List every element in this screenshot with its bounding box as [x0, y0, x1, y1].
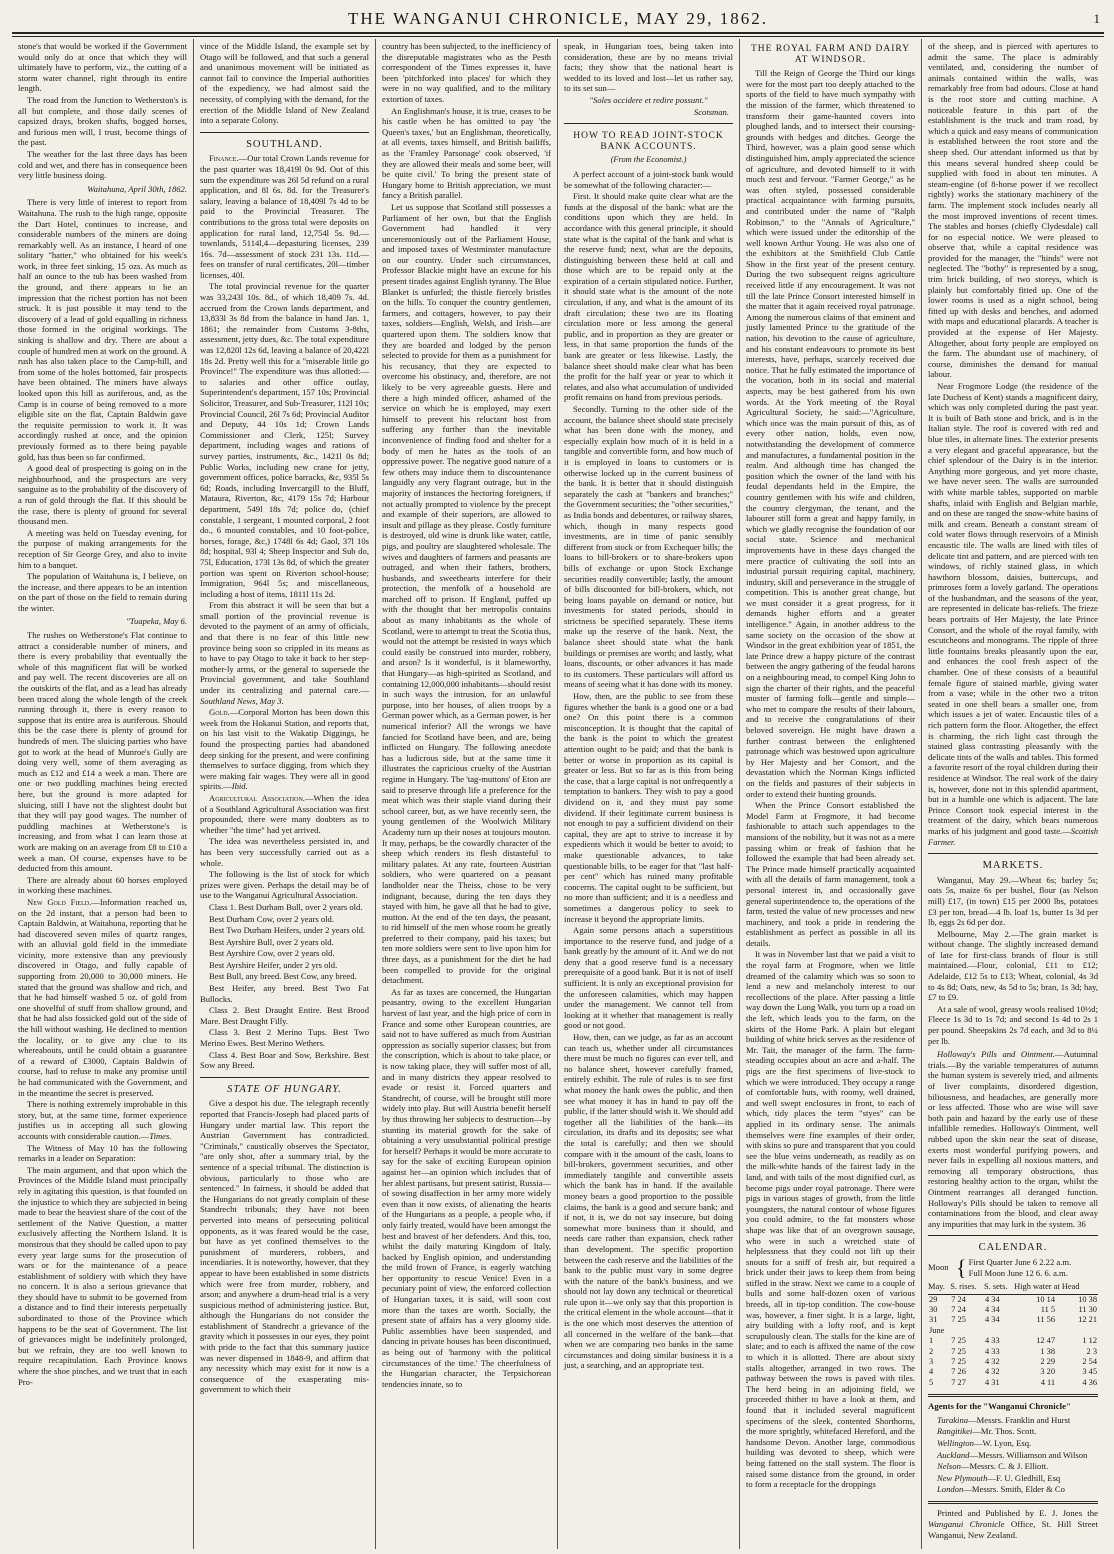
table-header: S. rises. [950, 1282, 984, 1294]
table-cell: 2 3 [1086, 1346, 1097, 1356]
table-cell: 4 34 [984, 1315, 1000, 1325]
masthead-title: THE WANGANUI CHRONICLE, MAY 29, 1862. [348, 9, 768, 28]
paragraph: The rushes on Wetherstone's Flat continue to attract a considerable number of miners, and there is every probability that eventually the whole of this magnificent flat will be worked and pay well. The recent discoveries are all on the outskirts of the flat, and as a lead has already been traced along the whole length of the creek running through it, there is every reason to suppose that its entire area is auriferous. Should this be the case there is plenty of ground for hundreds of men. The sluicing parties who have got to work at the head of Munroe's Gully are doing very well, some of them averaging as much as £12 and £14 a week a man. There are one or two puddling machines being erected here, but the ground is more adapted for sluicing, still I have not the slightest doubt but that they will pay good wages. The number of puddling machines at Wetherstone's is increasing, and from what I can learn those at work are making on an average from £8 to £10 a week a man. Of course, expenses have to be deducted from this amount. [18, 630, 187, 874]
table-cell: 3 20 [1040, 1367, 1056, 1377]
market-report: Wanganui, May 29.—Wheat 6s; barley 5s; oats 5s, maize 6s per bushel, flour (as Nelson mill) £17, (in town) £15 per 2000 lbs, potatoes £3 per ton, bread—4 lb. loaf 1s, butter 1s 3d per lb, eggs 2s 6d per doz. [928, 874, 1098, 928]
table-row [928, 1294, 1098, 1305]
agent-place: Rangitikei [937, 1426, 973, 1437]
agent-item [928, 1473, 1098, 1484]
paragraph: When the idea of a Southland Agricultural Association was first propounded, there were many doubters as to whether "the time" had yet arrived. [200, 792, 369, 835]
table-cell: 11 5 [1040, 1304, 1056, 1314]
table-cell: 4 33 [984, 1346, 1000, 1356]
agent-place: Turakina [937, 1414, 969, 1425]
list-item: Best Bull, any breed. Best Cow, any breed. [209, 971, 357, 982]
paragraph: The Witness of May 10 has the following remarks in a leader on Separation: [18, 1142, 187, 1164]
agent-names: —Messrs. Franklin and Hurst [968, 1414, 1071, 1425]
paragraph: An Englishman's house, it is true, ceases to be his castle when he has omitted to pay 'the Queen's taxes,' but an Englishman, theoretically, at all events, taxes himself, and British bailiffs, as the 'Framley Parsonage' cook observed, 'if they are allowed their meals and some beer, will be quite civil.' To bring the present state of Hungary home to British appreciation, we must fancy a British parallel. [382, 105, 551, 201]
signature: Scotsman. [693, 106, 729, 117]
list-item: Class 1. Best Durham Bull, over 2 years old. [209, 901, 363, 912]
column-4 [558, 39, 740, 1549]
signature: Southland News, May 3. [200, 695, 284, 706]
table-row [928, 1305, 1098, 1315]
agent-item [928, 1415, 1098, 1426]
paragraph: There is very little of interest to report from Waitahuna. The rush to the high range, opposite the Dart Hotel, continues to increase, and considerable numbers of the miners are doing remarkably well. As an instance, I heard of one solitary "hatter," who obtained for his week's work, in three feet sinking, 15 ozs. As much as half an ounce to the tub has been washed from the ground, and there appears to be an impression that the richest portion has not been struck. It is just possible it may tend to the discovery of a lead of gold equalling in richness those formed in the original workings. The sinking is shallow and dry. There are about a couple of hundred men at work on the ground. A rush has also taken place to the Camp-hill, and from some of the holes bottomed, fair prospects have been obtained. The miners have always looked upon this hill as auriferous, and, as the Camp is in course of being removed to a more eligible site on the flat, Captain Baldwin gave the requisite permission to work it. It was accordingly rushed at once, and the opinion previously formed as to there being payable gold, has thus been so far confirmed. [18, 197, 187, 462]
agent-names: —Messrs. Williamson and Wilson [969, 1449, 1088, 1460]
section-heading: MARKETS. [982, 860, 1044, 872]
paragraph: Information reached us, on the 2d instant, that a person had been to Captain Baldwin, at Waitahuna, reporting that he had discovered seven miles of quartz ranges, with an alluvial gold field in the immediate vicinity, more extensive than any previously discovered in Otago, and fully capable of supporting from 20,000 to 30,000 miners. He stated that the ground was shallow and rich, and that he had himself washed 5 oz. of gold from one shovelful of stuff from shallow ground, and that he had also fossicked gold out of the side of the hill without washing. He declined to mention the locality, or to give any clue to its whereabouts, until he could obtain a guarantee of a reward of £3000, Captain Baldwin of course, had to refuse to make any promise until he had communicated with the Government, and in the meantime the secret is preserved. [18, 896, 187, 1098]
agent-item [928, 1450, 1098, 1461]
brace: { [956, 1254, 967, 1280]
agent-item [928, 1426, 1098, 1437]
ad-number: 36 [1077, 1218, 1086, 1229]
table-cell: 4 31 [984, 1377, 1000, 1387]
table-cell: 4 [929, 1367, 934, 1377]
paragraph: How, then, can we judge, as far as an account can teach us, whether under all circumstances there must be much no figures can ever tell, and no balance sheet, however carefully framed, entirely exhibit. The rule of rules is to see first what money the bank owes the public, and then see what money it has in hand to pay off the public, if the latter should wish it. We should add together all the liabilities of the bank—its circulation, its drafts and its deposits; see what the total is carefully; and then we should compare with it the amount of the cash, loans to bill-brokers, government securities, and other immediately tangible and convertible assets which the bank has in hand. If the available money bears a good proportion to the possible claims, the bank is a good and secure bank; and if not, it is, we do not say insecure, but doing somewhat more business than it should, and needs care rather than expansion, check rather than development. The specific proportion between the cash reserve and the liabilities of the bank to the public must vary in some degree with the nature of the bank's business, and we should not lay down any technical or theoretical rule upon it—we only say that this proportion is the critical element in the whole account—that it is the one which most deserves the attention of all concerned in the welfare of the bank—that when we are comparing two banks in the same circumstances and doing similar business it is a just, a searching, and an appropriate test. [564, 1032, 733, 1371]
table-cell: 1 12 [1082, 1336, 1097, 1346]
table-row [928, 1367, 1098, 1377]
signature: Scottish Farmer. [928, 825, 1098, 847]
paragraph: A meeting was held on Tuesday evening, for the purpose of making arrangements for the reception of Sir George Grey, and also to invite him to a banquet. [18, 527, 187, 570]
paragraph: How, then, are the public to see from these figures whether the bank is a good one or a bad one? On this point there is a common misconception. It is thought that the capital of the bank is the point to which the greatest attention ought to be paid; and that the bank is better or worse in proportion as its capital is greater or less. But so far as is this from being the case, that a large capital is not unfrequently a temptation to bankers. They wish to pay a good dividend on it, and they must pay some dividend. If their legitimate current business is not enough to pay a sufficient dividend on their capital, they are apt to strive to increase it by expedients which it would be better to avoid; to make questionable advances, to take questionable bills, to be eager for that "last half-per cent" which has ruined many profitable concerns. The capital ought to be sufficient, but no more than sufficient; and it is a needless and sometimes a dangerous policy to seek to increase it beyond the appropriate limits. [564, 691, 733, 924]
agent-names: —W. Lyon, Esq. [973, 1437, 1032, 1448]
paragraph: The road from the Junction to Wetherston's is all but complete, and those daily scenes of capsized drays, broken shafts, bogged horses, and furious men will, I trust, become things of the past. [18, 94, 187, 148]
section-heading: HOW TO READ JOINT-STOCK BANK ACCOUNTS. [573, 131, 724, 152]
agent-place: New Plymouth [937, 1472, 988, 1483]
signature: Ibid. [231, 781, 248, 792]
table-cell: 7 27 [951, 1377, 966, 1387]
agents-heading: Agents for the "Wanganui Chronicle" [928, 1401, 1071, 1412]
agent-item [928, 1438, 1098, 1449]
run-in-heading: Holloway's Pills and Ointment. [937, 1049, 1056, 1060]
divider [928, 1394, 1098, 1397]
list-item: Best Ayrshire Cow, over 2 years old. [209, 948, 335, 959]
table-row [928, 1347, 1098, 1357]
signature: Times. [149, 1130, 172, 1141]
paragraph: First. It should make quite clear what are the funds at the disposal of the bank: what are the conditions upon which they are held. In accordance with this general principle, it should state what is the capital of the bank and what is the reserve fund; next, what are the deposits, distinguishing between these held at call and those which are to be repaid only at the expiration of a certain stipulated notice. Further, it should state what is the amount of the note circulation, if any, and what is the amount of its draft circulation; these two are its floating circulation more or less among the general public, and in proportion as they are greater or less, in that same proportion the funds of the bank are greater or less likewise. Lastly, the balance sheet should make clear what has been the profit for the half year or year to which it relates, and also what accumulation of undivided profit remains on hand from previous periods. [564, 191, 733, 403]
column-1: stone's that would be worked if the Government would only do at once that which they will ultimately have to perform, viz., the cutting of a storm water channel, right through its entire length. The road from the Junction to Wetherston's is all but complete, and those daily scenes of capsized drays, broken shafts, bogged horses, and furious men will, I trust, become things of the past. The weather for the last three days has been cold and wet, and there has in consequence been very little business doing. Waitahuna, April 30th, 1862. There is very little of interest to report from Waitahuna. The rush to the high range, opposite the Dart Hotel, continues to increase, and considerable numbers of the miners are doing remarkably well. As an instance, I heard of one solitary "hatter," who obtained for his week's work, in three feet sinking, 15 ozs. As much as half an ounce to the tub has been washed from the ground, and there appears to be an impression that the richest portion has not been struck. It is just possible it may tend to the discovery of a lead of gold equalling in richness those formed in the original workings. The sinking is shallow and dry. There are about a couple of hundred men at work on the ground. A rush has also taken place to the Camp-hill, and from some of the holes bottomed, fair prospects have been obtained. The miners have always looked upon this hill as auriferous, and, as the Camp is in course of being removed to a more eligible site on the flat, Captain Baldwin gave the requisite permission to work it. It was accordingly rushed at once, and the opinion previously formed as to there being payable gold, has thus been so far confirmed. A good deal of prospecting is going on in the neighbourhood, and the prospectors are very sanguine as to the probability of the discovery of a run of gold through the flat. If this should be the case, there is plenty of ground for several thousand men. A meeting was held on Tuesday evening, for the purpose of making arrangements for the reception of Sir George Grey, and also to invite him to a banquet. The population of Waitahuna is, I believe, on the increase, and there appears to be an intention on the part of those on the field to remain during the winter. "Tuapeka, May 6. The rushes on Wetherstone's Flat continue to attract a considerable number of miners, and there is every probability that eventually the whole of this magnificent flat will be worked and pay well. The recent discoveries are all on the outskirts of the flat, and as a lead has already been traced along the whole length of the creek running through it, there is every reason to suppose that its entire area is auriferous. Should this be the case there is plenty of ground for hundreds of men. The sluicing parties who have got to work at the head of Munroe's Gully are doing very well, some of them averaging as much as £12 and £14 a week a man. There are one or two puddling machines being erected here, but the ground is more adapted for sluicing, still I have not the slightest doubt but that they will pay good wages. The number of puddling machines at Wetherstone's is increasing, and from what I can learn those at work are making on an average from £8 to £10 a week a man. Of course, expenses have to be deducted from this amount. There are already about 60 horses employed in working these machines. New Gold Field.—Information reached us, on the 2d instant, that a person had been to Captain Baldwin, at Waitahuna, reporting that he had discovered seven miles of quartz ranges, with an alluvial gold field in the immediate vicinity, more extensive than any previously discovered in Otago, and fully capable of supporting from 20,000 to 30,000 miners. He stated that the ground was shallow and rich, and that he had himself washed 5 oz. of gold from one shovelful of stuff from shallow ground, and that he had also fossicked gold out of the side of the hill without washing. He declined to mention the locality, or to give any clue to its whereabouts, until he could obtain a guarantee of a reward of £3000, Captain Baldwin of course, had to refuse to make any promise until he had communicated with the Government, and in the meantime the secret is preserved. There is nothing extremely improbable in this story, but, at the same time, former experience justifies us in accepting all such glowing accounts with considerable caution.—Times. The Witness of May 10 has the following remarks in a leader on Separation: The main argument, and that upon which the Provinces of the Middle Island must principally rely in agitating this question, is that founded on the injustice to which they are subjected in being made to bear the heaviest share of the cost of the settlement of the Native Question, a matter exclusively affecting the Northern Island. It is monstrous that they should be called upon to pay every year large sums for the prosecution of wars or for the maintenance of a peace establishment of soldiery with which they have no concern. It is also a serious grievance that they should have to submit to be governed from a distance and to find their interests perpetually subordinated to those of the Province which happens to be the seat of Government. The list of grievances might be indefinitely prolonged, but we refrain, they are too well known to require recapitulation. Each Province knows where the shoe pinches, and we trust that in each Pro- [12, 39, 194, 1549]
table-cell: 11 56 [1036, 1315, 1056, 1325]
table-cell: 10 14 [1036, 1294, 1056, 1304]
list-item: Class 4. Best Boar and Sow, Berkshire. Best Sow any Breed. [200, 1049, 369, 1071]
paragraph: of the sheep, and is pierced with apertures to admit the same. The place is admirably ventilated, and, considering the number of animals contained within the walls, was remarkably free from bad odours. Close at hand is the root store and cutting machine. A noticeable feature in this part of the establishment is the truck and tram road, by which a quick and easy means of communication is established between the root store and the sheep shed. Our attendant informed us that by this means several hundred sheep could be supplied with food in about ten minutes. A steam-engine (of 8-horse power if we recollect rightly) works the stationary machinery of the farm. The implement stock includes nearly all the most improved inventions of recent times. The stables and horses (chiefly Clydesdale) call for no especial notice. We were pleased to observe that, while a capital residence was provided for the manager, the "hinds" were not neglected. The "bothy" is represented by a snug, trim brick building, of two storeys, which is plainly but comfortably fitted up. One of the lower rooms is used as a night school, being fitted up with desks and benches, and adorned with maps and educational placards. A teacher is provided at the expense of Her Majesty. Altogether, about forty people are employed on the farm. The abundant use of machinery, of course, diminishes the demand for manual labour. [928, 41, 1098, 380]
paragraph: From this abstract it will be seen that but a small portion of the provincial revenue is devoted to the payment of an army of officials, and that there is no fear of this little new province being soon so crippled in its means as to have to pay Otago to take it back to her step-mother-ly arms, or the general to supersede the Provincial government, and take Southland under its centralizing and paternal care. [200, 600, 369, 696]
table-cell: 12 21 [1078, 1315, 1097, 1325]
table-cell: 4 32 [984, 1367, 1000, 1377]
moon-phase: First Quarter June 6 2.22 a.m. [968, 1256, 1072, 1267]
column-3 [376, 39, 558, 1549]
run-in-heading: Finance. [209, 153, 239, 164]
paragraph: There are already about 60 horses employed in working these machines. [18, 874, 187, 896]
imprint-text: Printed and Published by E. J. Jones the [937, 1507, 1098, 1518]
paragraph: The following is the list of stock for which prizes were given. Perhaps the detail may be of use to the Wanganui Agricultural Association. [200, 869, 369, 901]
table-cell: 31 [929, 1315, 938, 1325]
advertisement: Autumnal trials.—By the variable temperatures of autumn the human system is severely tried, and ailments of liver complaints, disordered digestion, biliousness, and headaches, are generally more or less affected. Those who are wise will save both pain and hazard by the early use of these infallible remedies. Holloway's Ointment, well rubbed upon the skin near the seat of disease, exerts most wonderful purifying powers, and never fails in expelling all noxious matters, and removing all temporary obstructions, thus restoring healthy action to the organ, whilst the Ointment rearranges all deranged function. Holloway's Pills should be taken to remove all contaminations from the blood, and clear away any impurities that may lurk in the system. [928, 1049, 1098, 1229]
paragraph: Give a despot his due. The telegraph recently reported that Francis-Joseph had placed parts of Hungary under martial law. This report the Austrian Government has contradicted. "Criminals," caustically observes the Spectator, "are only shot, after a summary trial, by the sentence of a special tribunal. The distinction is obvious, particularly to those who are sentenced." In fairness, it should be added that the Hungarians do not greatly complain of these Standrecht tribunals; they have not been perverted into means of persecuting political opponents, as it was feared would be the case, but have as yet confined themselves to the punishment of murderers, robbers, and incendiaries. It is noteworthy, however, that they appear to have been established in some districts which were free from murder, robbery, and arson; and anywhere a drum-head trial is a very suspicious method of administering justice. But, although the Hungarians do not consider the establishment of Standrecht a grievance of the gravity which it possesses in our eyes, they point with pride to the fact that this summary justice was never dispensed in 1848-9, and affirm that any necessity which may exist for it now is a consequence of the exasperating mis-government to which their [200, 1098, 369, 1395]
list-item: Class 2. Best Draught Entire. Best Brood Mare. Best Draught Filly. [200, 1005, 369, 1026]
run-in-heading: Gold. [209, 707, 230, 718]
table-header: May. [928, 1282, 950, 1294]
masthead [12, 6, 1104, 34]
agent-item [928, 1484, 1098, 1495]
list-item: Best Two Durham Heifers, under 2 years old. [209, 925, 366, 936]
paragraph: vince of the Middle Island, the example set by Otago will be followed, and that such a general and unanimous movement will be initiated as cannot fail to convince the Imperial authorities of the expediency, we had almost said the necessity, of complying with the demand, for the erection of the Middle Island of New Zealand into a separate Colony. [200, 41, 369, 126]
table-cell: 7 25 [951, 1336, 966, 1346]
paragraph: As far as taxes are concerned, the Hungarian peasantry, owing to the excellent Hungarian harvest of last year, and the high price of corn in France and some other European countries, are said not to have suffered as much from Austrian oppression as socially superior classes; but from the conscription, which is about to take place, or is now taking place, they will suffer most of all, and in many districts they appear resolved to evade or resist it. Forced quarters and Standrecht, of course, will be brought still more widely into play. But will Austria benefit herself by thus throwing her subjects to destruction—by stunting its material growth for the sake of obtaining a very unsubstantial political prestige for herself? Perhaps it would be more accurate to say for the sake of exciting European opinion against her—an opinion which includes that of her ablest partisans, but present satirist, Russia—of sowing disaffection in her army more widely even than it now exists, of alienating the hearts of the Hungarians as a people, a people who, if only fairly treated, would have been amongst the best and bravest of her defenders. And this, too, whilst the daily maturing Kingdom of Italy, backed by English opinion, and understanding the mild frown of France, is eagerly watching her opportunity to rescue Venice! Even in a pecuniary point of view, the enforced collection of Hungarian taxes, it is said, will soon cost more than the taxes are worth. Socially, the present state of affairs has a very gloomy side. Public assemblies have been suspended, and dancing in private houses has been discontinued, as being out of 'harmony with the political circumstances of the time.' The cheerfulness of the Hungarian character, the Terpsichorean tendencies innate, so to [382, 986, 551, 1389]
paragraph: stone's that would be worked if the Government would only do at once that which they will ultimately have to perform, viz., the cutting of a storm water channel, right through its entire length. [18, 41, 187, 94]
section-heading: CALENDAR. [978, 1242, 1048, 1254]
paragraph: A good deal of prospecting is going on in the neighbourhood, and the prospectors are very sanguine as to the probability of the discovery of a run of gold through the flat. If this should be the case, there is plenty of ground for several thousand men. [18, 463, 187, 527]
table-cell: 29 [929, 1294, 938, 1304]
paragraph: It was in November last that we paid a visit to the royal farm at Frogmore, when we little dreamed of the calamity which was so soon to lend a new and melancholy interest to our recollections of the place. After passing a little way down the Long Walk, you turn up a road on the left, which leads you to the farm, on the skirts of the Home Park. A plain but elegant building of white brick serves as the residence of Mr. Tait, the manager of the farm. The farm-steading occupies about an acre and a-half. The pigs are the first specimens of live-stock to which we were introduced. They occupy a range of comfortable huts, with roomy, well drained, and well swept enclosures in front, to each of which, tidy places the term "styes" can be applied in its ordinary sense. The animals themselves were fine examples of their order, with skins so pure and transparent that you could see the blue veins underneath, as readily as on the milk-white hands of the fairest lady in the land, and with tails of the most dignified curl, as become pigs under royal patronage. There were pigs in various stages of growth, from the little youngsters, the natural contour of whose figures you could admire, to the fat monsters whose shape was like that of an overgrown sausage, who were in such a wretched state of helplessness that they could not lift up their snouts for a sniff of fresh air, but required a brick under their jaws to keep them from being stifled in the straw. Next we came to a couple of bulls and some half-dozen oxen of various breeds, all in tip-top condition. The cow-house was, however, a finer sight. It is a large, light, airy building with a lofty roof, and is kept scrupulously clean. The stalls for the kine are of slate; and to each is affixed the name of the cow to which it is allotted. There are about sixty stalls altogether, arranged in two rows. The pathway between the rows is paved with tiles. The herd being in an adjoining field, we proceeded thither to have a look at them, and found that it included several magnificent specimens of the sleek, contented Shorthorns, the more sprightly, whitefaced Hereford, and the handsome Devon. Another large, commodious building was devoted to sheep, which were being fattened on the stall system. The floor is raised some distance from the ground, in order to form a receptacle for the droppings [746, 949, 915, 1490]
paragraph: When the Prince Consort established the Model Farm at Frogmore, it had become fashionable to attach such appendages to the mansions of the nobility, but it was not as a mere passing whim or freak of fashion that he followed the example that had been already set. The Prince made himself practically acquainted with all the details of farm management, took a personal interest in, and occasionally gave general superintendence to, the operations of the farm, tested the value of new processes and new machinery, and took a pride in rendering the establishment as perfect as possible in all its details. [746, 800, 915, 948]
paragraph: Corporal Morton has been down this week from the Hokanui Station, and reports that, on his last visit to the Wakatip Diggings, he found the prospecting parties had abandoned deep sinking for the present, and were confining themselves to surface digging, from which they were making fair wages. They were all in good spirits. [200, 707, 369, 792]
table-cell [950, 1326, 984, 1336]
calendar-table [928, 1282, 1098, 1388]
agent-place: Nelson [937, 1461, 961, 1472]
section-subheading: (From the Economist.) [610, 155, 687, 165]
table-cell: 4 11 [1040, 1377, 1056, 1387]
table-cell: 11 30 [1078, 1304, 1097, 1314]
table-cell: 7 24 [951, 1304, 966, 1314]
table-cell: 2 29 [1040, 1356, 1056, 1366]
paragraph: Till the Reign of George the Third our kings were for the most part too deeply attached to the sports of the field to have much sympathy with the mission of the farmer, which threatened to transform their game-haunted covers into ploughed lands, and to intersect their coursing-grounds with hedges and ditches. George the Third, however, was a plain good sense which distinguished him, amply appreciated the science of agriculture, and devoted himself to it with much zest and fervour. "Farmer George," as he was often styled, possessed considerable practical acquaintance with farming pursuits, and contributed under the name of "Ralph Robinson," to the "Annals of Agriculture," which were issued under the editorship of the well known Arthur Young. He was also one of the exhibitors at the Smithfield Club Cattle Show in the first year of the present century. During the two subsequent reigns agriculture received little if any encouragement. It was not till the late Prince Consort interested himself in the matter that it again received royal patronage. Among the numerous claims of that eminent and justly lamented Prince to the gratitude of the nation, his devotion to the cause of agriculture, and his constant endeavours to promote its best interests, have, perhaps, scarcely received due notice. That he fully estimated the importance of the vocation, both in its social and material aspects, may be best gathered from his own words. At the York meeting of the Royal Agricultural Society, he said:—"Agriculture, which once was the main pursuit of this, as of every other nation, holds, even now, notwithstanding the development of commerce and manufactures, a fundamental position in the realm. And although time has changed the position which the owner of the land with his feudal dependants held in the Empire, the country gentlemen with his wife and children, the country clergyman, the tenant, and the labourer still form a great and happy family, in which we gladly recognise the foundation of our social state. Science and mechanical improvements have in these days changed the mere practice of cultivating the soil into an industrial pursuit requiring capital, machinery, industry, skill and perseverance in the struggle of competition. This is another great change, but we must consider it a great progress, for it demands higher efforts and a greater intelligence." Again, in another address to the same society on the occasion of the show at Windsor in the great exhibition year of 1851, the late Prince drew a happy picture of the contrast between the angry gathering of the feudal barons on a neighbouring mead, to compel King John to sign the charter of their rights, and the peaceful muster of farming folk—gentle and simple—who met to compare the results of their labours, and to receive the congratulations of their beloved sovereign. He might have drawn a further contrast between the enlightened patronage which was bestowed upon agriculture by Her Majesty and her Consort, and the devastation which the Norman Kings inflicted on the fields and pastures of their subjects in order to extend their hunting grounds. [746, 68, 915, 799]
paragraph: The idea was nevertheless persisted in, and has been very successfully carried out as a whole. [200, 836, 369, 868]
paragraph: country has been subjected, to the inefficiency of the disreputable magistrates who as the Pesth correspondent of the Times expresses it, have been 'pitchforked into places' for which they were in no way qualified, and to the military extortion of taxes. [382, 41, 551, 104]
table-cell [1014, 1326, 1056, 1336]
table-cell: 7 25 [951, 1356, 966, 1366]
calendar-body [928, 1294, 1098, 1388]
table-cell: 1 [929, 1336, 934, 1346]
table-cell: 4 32 [984, 1356, 1000, 1366]
imprint-paper: Wanganui Chronicle [928, 1518, 1005, 1529]
table-row [928, 1336, 1098, 1346]
list-item: Best Ayrshire Heifer, under 2 yrs old. [209, 959, 338, 970]
list-item: Best Durham Cow, over 2 years old. [209, 913, 334, 924]
agent-names: —Messrs. C. & J. Elliott. [960, 1461, 1049, 1472]
table-cell: 10 38 [1078, 1294, 1097, 1304]
table-cell [984, 1326, 1014, 1336]
paragraph: A perfect account of a joint-stock bank would be somewhat of the following character:— [564, 168, 733, 190]
table-cell [1056, 1326, 1098, 1336]
moon-phase: Full Moon June 12 6. 6. a.m. [968, 1267, 1068, 1278]
table-cell: 4 36 [1082, 1377, 1097, 1387]
table-cell: 7 26 [951, 1367, 966, 1377]
table-row [928, 1378, 1098, 1388]
divider [928, 1501, 1098, 1504]
column-2: vince of the Middle Island, the example set by Otago will be followed, and that such a general and unanimous movement will be initiated as cannot fail to convince the Imperial authorities of the expediency, we had almost said the necessity, of complying with the demand, for the erection of the Middle Island of New Zealand into a separate Colony. SOUTHLAND. Finance.—Our total Crown Lands revenue for the past quarter was 18,419l 0s 9d. Out of this sum the expenditure was 26l 5d refund on a rural application, and 8l 6s. 8d. for the Treasurer's salary, leaving a balance of 18,409l 7s 4d to be paid to the Provincial Treasurer. The contributions to the gross total were deposits on application for rural land, 12,754l 5s. 9d.—townlands, 5114l,4—depasturing licenses, 239 16s. 7d—assessment of stock 231 13s. 11d.—fees on transfer of rural certificates, 20l—timber licenses, 40l. The total provincial revenue for the quarter was 33,243l 10s. 8d., of which 18,409 7s. 4d. accrued from the Crown lands department, and 13,833l 3s 8d from the balance in hand Jan. 1, 1861; the remainder from Customs 3-8ths, assessment, jetty dues, &c. The total expenditure was 12,820l 12s 6d, leaving a balance of 20,422l 18s 2d. Pretty well this for a "miserable little go Province!" The expenditure was thus allotted:—to salaries and other office outlay, Superintendent's department, 157 10s; Provincial Solicitor, Treasurer, and Sub-Treasurer, 112l 10s; Provincial Council, 26l 7s 6d; Provincial Auditor and Deputy, 44 10s 1d; Crown Lands Commissioner and Clerk, 125l; Survey department, including wages and rations of survey parties, instruments, &c., 1421l 0s 8d; Public Works, including new crane for jetty, government offices, police barracks, &c, 935l 5s 6d; Roads, including Invercargill to the Bluff, Mataura, Riverton, &c, 4179 15s 7d; Harbour department, 549l 18s 7d; police do, (chief constable, 1 sergeant, 1 mounted corporal, 2 foot do., 6 mounted constables, and 10 foot-police, horses, forage, &c,) 1748l 6s 4d; Gaol, 37l 10s 8d; hospital, 93l 4; Sheep Inspector and Sub do, 75l, Education, 173l 13s 8d, of which the greater portion was spent on Riverton school-house; Immigration, 964l 5s; and miscellaneous, including a host of items, 1811l 11s 2d. From this abstract it will be seen that but a small portion of the provincial revenue is devoted to the payment of an army of officials, and that there is no fear of this little new province being soon so crippled in its means as to have to pay Otago to take it back to her step-mother-ly arms, or the general to supersede the Provincial government, and take Southland under its centralizing and paternal care.—Southland News, May 3. Gold.—Corporal Morton has been down this week from the Hokanui Station, and reports that, on his last visit to the Wakatip Diggings, he found the prospecting parties had abandoned deep sinking for the present, and were confining themselves to surface digging, from which they were making fair wages. They were all in good spirits.—Ibid. Agricultural Association.—When the idea of a Southland Agricultural Association was first propounded, there were many doubters as to whether "the time" had yet arrived. The idea was nevertheless persisted in, and has been very successfully carried out as a whole. The following is the list of stock for which prizes were given. Perhaps the detail may be of use to the Wanganui Agricultural Association. Class 1. Best Durham Bull, over 2 years old. Best Durham Cow, over 2 years old. Best Two Durham Heifers, under 2 years old. Best Ayrshire Bull, over 2 years old. Best Ayrshire Cow, over 2 years old. Best Ayrshire Heifer, under 2 yrs old. Best Bull, any breed. Best Cow, any breed. Best Heifer, any breed. Best Two Fat Bullocks. Class 2. Best Draught Entire. Best Brood Mare. Best Draught Filly. Class 3. Best 2 Merino Tups. Best Two Merino Ewes. Best Merino Wethers. Class 4. Best Boar and Sow, Berkshire. Best Sow any Breed. STATE OF HUNGARY. Give a despot his due. The telegraph recently reported that Francis-Joseph had placed parts of Hungary under martial law. This report the Austrian Government has contradicted. "Criminals," caustically observes the Spectator, "are only shot, after a summary trial, by the sentence of a special tribunal. The distinction is obvious, particularly to those who are sentenced." In fairness, it should be added that the Hungarians do not greatly complain of these Standrecht tribunals; they have not been perverted into means of persecuting political opponents, as it was feared would be the case, but have as yet confined themselves to the punishment of murderers, robbers, and incendiaries. It is noteworthy, however, that they appear to have been established in some districts which were free from murder, robbery, and arson; and anywhere a drum-head trial is a very suspicious method of administering justice. But, although the Hungarians do not consider the establishment of Standrecht a grievance of the gravity which it possesses in our eyes, they point with pride to the fact that this summary justice was never dispensed in 1848-9, and affirm that any necessity which may exist for it now is a consequence of the exasperating mis-government to which their [194, 39, 376, 1549]
agent-item [928, 1461, 1098, 1472]
column-6: of the sheep, and is pierced with apertures to admit the same. The place is admirably ventilated, and, considering the number of animals contained within the walls, was remarkably free from bad odours. Close at hand is the root store and cutting machine. A noticeable feature in this part of the establishment is the truck and tram road, by which a quick and easy means of communication is established between the root store and the sheep shed. Our attendant informed us that by this means several hundred sheep could be supplied with food in about ten minutes. A steam-engine (of 8-horse power if we recollect rightly) works the stationary machinery of the farm. The implement stock includes nearly all the most improved inventions of recent times. The stables and horses (chiefly Clydesdale) call for no especial notice. We were pleased to observe that, while a capital residence was provided for the manager, the "hinds" were not neglected. The "bothy" is represented by a snug, trim brick building, of two storeys, which is plainly but comfortably fitted up. One of the lower rooms is used as a night school, being fitted up with desks and benches, and adorned with maps and educational placards. A teacher is provided at the expense of Her Majesty. Altogether, about forty people are employed on the farm. The abundant use of machinery, of course, diminishes the demand for manual labour. Near Frogmore Lodge (the residence of the late Duchess of Kent) stands a magnificent dairy, which was only completed during the past year. It is built of Bath stone and brick, and is in the Italian style. The roof is covered with red and blue tiles, in alternate lines. The exterior presents a very elegant and graceful appearance, but the chief splendour of the Dairy is in the interior. Anything more gorgeous, and yet more chaste, we have never seen. The walls are surrounded with white marble tables, supported on marble shafts, inlaid with English and Belgian marble, and on these are ranged the snow-white basins of milk and cream. Beneath a constant stream of cold water flows through reservoirs of a Minish encaustic tile. The walls are lined with tiles of delicate tint and pattern, and are pierced with ten windows, of richly stained glass, in which hawthorn blossom, daisies, buttercups, and primroses form a lovely garland. The operations of the husbandman, and the seasons of the year, are represented in delicate bas-reliefs. The frieze bears portraits of Her Majesty, the late Prince Consort, and the whole of the royal family, with escutcheons and monograms. The ripple of three little fountains breaks pleasantly upon the ear, and enhances the cool fresh aspect of the chamber. One of these consists of a beautiful female figure of stained marble, giving water from a vase; while in the other two a triton seated in one shell bears a smaller one, from which issues a jet of water. Encaustic tiles of a rich pattern form the floor. Altogether, the effect is charming, the rich light cast through the stained glass contrasting pleasantly with the delicate tints of the walls and tables. This formed a favorite resort of the royal children during their residence at Windsor. The real work of the dairy is, however, done not in this splendid apartment, but in a humble one which is adjacent. The late Prince Consort took especial interest in the treatment of the dairy, which bears numerous marks of his judgment and good taste.—Scottish Farmer. MARKETS. Wanganui, May 29.—Wheat 6s; barley 5s; oats 5s, maize 6s per bushel, flour (as Nelson mill) £17, (in town) £15 per 2000 lbs, potatoes £3 per ton, bread—4 lb. loaf 1s, butter 1s 3d per lb, eggs 2s 6d per doz. Melbourne, May 2.—The grain market is without change. The slightly increased demand of late for first-class brands of flour is still maintained.—Flour, colonial, £11 to £12; Adelaide, £12 5s to £13; Wheat, colonial, 4s 3d to 4s 8d; Oats, new, 4s 5d to 5s; bran, 1s 3d; hay, £7 to £9. At a sale of wool, greasy wools realised 10½d; Fleece 1s 3d to 1s 7d; and second 1s 4d to 2s 1 per pound. Sheepskins 2s 7d each, and 3d to 8¼ per lb. Holloway's Pills and Ointment.—Autumnal trials.—By the variable temperatures of autumn the human system is severely tried, and ailments of liver complaints, disordered digestion, biliousness, and headaches, are generally more or less affected. Those who are wise will save both pain and hazard by the early use of these infallible remedies. Holloway's Ointment, well rubbed upon the skin near the seat of disease, exerts most wonderful purifying powers, and never fails in expelling all noxious matters, and removing all temporary obstructions, thus restoring healthy action to the organ, whilst the Ointment rearranges all deranged function. Holloway's Pills should be taken to remove all contaminations from the blood, and clear away any impurities that may lurk in the system. 36 CALENDAR. Moon { First Quarter June 6 2.22 a.m. Full Moon June 12 6. 6. a.m. May. S. rises. S. sets. High water at Head 29 7 24 4 34 10 14 10 38 30 7 24 4 34 11 5 11 30 31 7 25 4 34 11 56 12 21 June 1 7 25 4 33 12 47 1 12 2 7 25 4 33 1 38 2 3 3 7 25 4 32 2 29 2 54 4 7 26 4 32 3 20 3 45 5 7 27 4 31 4 11 4 36 Agents for the "Wanganui Chronicle" Turakina—Messrs. Franklin and Hurst Rangitikei—Mr. Thos. Scott. Wellington—W. Lyon, Esq. Auckland—Messrs. Williamson and Wilson Nelson—Messrs. C. & J. Elliott. New Plymouth—F. U. Gledhill, Esq London—Messrs. Smith, Elder & Co Printed and Published by E. J. Jones the Wanganui Chronicle Office, St. Hill Street Wanganui, New Zealand. [928, 41, 1098, 1540]
paragraph: Again some persons attach a superstitious importance to the reserve fund, and judge of a bank greatly by the amount of it. And we do not deny that a good reserve fund is a necessary prerequisite of a good bank. But it is not of itself sufficient. It is only an exceptional provision for the unforeseen calamities, which may happen under the management. We cannot tell from looking at it whether that management is really good or not good. [564, 925, 733, 1031]
section-heading: THE ROYAL FARM AND DAIRY AT WINDSOR. [750, 44, 911, 65]
paragraph: The population of Waitahuna is, I believe, on the increase, and there appears to be an intention on the part of those on the field to remain during the winter. [18, 571, 187, 613]
agent-names: —Mr. Thos. Scott. [972, 1426, 1037, 1437]
dateline: "Tuapeka, May 6. [126, 616, 187, 627]
market-report: Melbourne, May 2.—The grain market is without change. The slightly increased demand of late for first-class brands of flour is still maintained.—Flour, colonial, £11 to £12; Adelaide, £12 5s to £13; Wheat, colonial, 4s 3d to 4s 8d; Oats, new, 4s 5d to 5s; bran, 1s 3d; hay, £7 to £9. [928, 928, 1098, 1003]
paragraph: Let us suppose that Scotland still possesses a Parliament of her own, but that the English Government had handled it very unceremoniously out of the Parliament House, and imposed taxes of Westminster manufacture on our country. Under such circumstances, Professor Blackie might have an excuse for his present tirades against English tyranny. The Blue Blanket is unfurled; the thistle fiercely bristles on the hills. To conquer the country gentlemen, farmers, and cottagers, however, to pay their taxes, soldiers—English, Welsh, and Irish—are quartered upon them. The soldiers know that they are boarded and lodged by the person selected to provide for them as a punishment for his recusancy, that they are expected to overcome his obstinacy, and, therefore, are not likely to be very agreeable guests. Here and there a high minded officer, ashamed of the service on which he is employed, may exert himself to prevent his reluctant host from suffering any further than the inevitable inconvenience of finding food and shelter for a body of men he hates as the tools of an oppressive power. The negative good nature of a few others may induce them to discountenance languidly any very flagrant outrage, but in the majority of instances the hectoring foreigners, if not actually prompted to violence by the precept and example of their superiors, are allowed to insult and pillage as they please. Costly furniture is destroyed, old wine is drunk like water, cattle, pigs, and poultry are slaughtered wholesale. The wives and daughters of farmers and peasants are outraged, and when their fathers, brothers, husbands, and sweethearts interfere for their protection, the menfolk of a household are marched off to prison. If England, puffed up with the thought that her metropolis contains about as many inhabitants as the whole of Scotland, were to attempt to treat the Scotia thus, would not the attempt be resisted in ways which could easily be construed into murder, robbery, and arson? Is it wonderful, is it blameworthy, that Hungary—as high-spirited as Scotland, and containing 12,000,000 inhabitants—should resist in such ways the intrusion, for an unlawful purpose, into her houses, of alien troops by a German power which, as a German power, is her numerical inferior? All the wrongs we have fancied for Scotland have been, and are, being inflicted on Hungary. The following anecdote has a ludicrous side, but at the same time it illustrates the capricious cruelty of the Austrian regime in Hungary. The 'tag-muttons' of Eton are said to preserve through life a preference for the meat which was their staple viand during their school career, but, as we have recently seen, the young gentlemen of the Woolwich Military Academy turn up their noses at toujours mouton. It may, perhaps, be the cowardly character of the sheep which renders its flesh distasteful to military palates. At any rate, fourteen Austrian soldiers, who were quartered on a peasant landholder near the Theiss, chose to be very indignant, because, during the ten days they stayed with him, he gave all that he had to give, mutton. At the end of the ten days, the peasant, to rid himself of the men whose room he greatly preferred to their company, paid his taxes; but ten more soldiers were sent to live upon him for three days, as a punishment for the diet he had been compelled to provide for the original detachment. [382, 201, 551, 986]
run-in-heading: New Gold Field. [27, 896, 92, 907]
paragraph: Secondly. Turning to the other side of the account, the balance sheet should state precisely what has been done with the money, and especially explain how much of it is held in a tangible and convertible form, and how much of it is employed in loans to customers or is otherwise locked up in the current business of the bank. It is better that it should distinguish separately the cash at "bankers and branches;" the Government securities; the "other securities," as India bonds and debentures, or railway shares, which, though in many respects good investments, are in time of panic sensibly different from stock or from Exchequer bills; the loans to bill-brokers or to share-brokers upon bills of exchange or upon Stock Exchange securities readily convertible; lastly, the amount of bills discounted for bill-brokers, which, not being loans payable on demand or notice, but investments for stated periods, should in strictness be specified separately. These items make up the reserve of the bank. Next, the balance sheet should state what the bank buildings or premises are worth; and lastly, what loans, discounts, or other advances it has made to its customers. These particulars will afford us means of seeing what it has done with its money. [564, 404, 733, 690]
section-heading: STATE OF HUNGARY. [227, 1083, 342, 1095]
table-cell: 2 [929, 1346, 934, 1356]
page-number: 1 [1093, 11, 1100, 26]
paragraph: speak, in Hungarian toes, being taken into consideration, these are by no means trivial facts; they show that the national heart is wedded to its loved and lost—let us rather say, to its set sun— [564, 41, 733, 94]
table-row [928, 1315, 1098, 1325]
table-cell: 4 34 [984, 1304, 1000, 1314]
paragraph: Near Frogmore Lodge (the residence of the late Duchess of Kent) stands a magnificent dairy, which was only completed during the past year. It is built of Bath stone and brick, and is in the Italian style. The roof is covered with red and blue tiles, in alternate lines. The exterior presents a very elegant and graceful appearance, but the chief splendour of the Dairy is in the interior. Anything more gorgeous, and yet more chaste, we have never seen. The walls are surrounded with white marble tables, supported on marble shafts, inlaid with English and Belgian marble, and on these are ranged the snow-white basins of milk and cream. Beneath a constant stream of cold water flows through reservoirs of a Minish encaustic tile. The walls are lined with tiles of delicate tint and pattern, and are pierced with ten windows, of richly stained glass, in which hawthorn blossom, daisies, buttercups, and primroses form a lovely garland. The operations of the husbandman, and the seasons of the year, are represented in delicate bas-reliefs. The frieze bears portraits of Her Majesty, the late Prince Consort, and the whole of the royal family, with escutcheons and monograms. The ripple of three little fountains breaks pleasantly upon the ear, and enhances the cool fresh aspect of the chamber. One of these consists of a beautiful female figure of stained marble, giving water from a vase; while in the other two a triton seated in one shell bears a smaller one, from which issues a jet of water. Encaustic tiles of a rich pattern form the floor. Altogether, the effect is charming, the rich light cast through the stained glass contrasting pleasantly with the delicate tints of the walls and tables. This formed a favorite resort of the royal children during their residence at Windsor. The real work of the dairy is, however, done not in this splendid apartment, but in a humble one which is adjacent. The late Prince Consort took especial interest in the treatment of the dairy, which bears numerous marks of his judgment and good taste. [928, 381, 1098, 836]
dateline: Waitahuna, April 30th, 1862. [87, 183, 187, 194]
columns [12, 39, 1104, 1549]
table-header: High water at Head [1014, 1282, 1098, 1294]
imprint-text: Office, St. Hill Street Wanganui, New Zealand. [928, 1518, 1098, 1540]
paragraph: The total provincial revenue for the quarter was 33,243l 10s. 8d., of which 18,409 7s. 4d. accrued from the Crown lands department, and 13,833l 3s 8d from the balance in hand Jan. 1, 1861; the remainder from Customs 3-8ths, assessment, jetty dues, &c. The total expenditure was 12,820l 12s 6d, leaving a balance of 20,422l 18s 2d. Pretty well this for a "miserable little go Province!" The expenditure was thus allotted:—to salaries and other office outlay, Superintendent's department, 157 10s; Provincial Solicitor, Treasurer, and Sub-Treasurer, 112l 10s; Provincial Council, 26l 7s 6d; Provincial Auditor and Deputy, 44 10s 1d; Crown Lands Commissioner and Clerk, 125l; Survey department, including wages and rations of survey parties, instruments, &c., 1421l 0s 8d; Public Works, including new crane for jetty, government offices, police barracks, &c, 935l 5s 6d; Roads, including Invercargill to the Bluff, Mataura, Riverton, &c, 4179 15s 7d; Harbour department, 549l 18s 7d; police do, (chief constable, 1 sergeant, 1 mounted corporal, 2 foot do., 6 mounted constables, and 10 foot-police, horses, forage, &c,) 1748l 6s 4d; Gaol, 37l 10s 8d; hospital, 93l 4; Sheep Inspector and Sub do, 75l, Education, 173l 13s 8d, of which the greater portion was spent on Riverton school-house; Immigration, 964l 5s; and miscellaneous, including a host of items, 1811l 11s 2d. [200, 281, 369, 599]
table-cell: 2 54 [1082, 1356, 1097, 1366]
latin-quote: "Soles occidere et redire possunt." [589, 94, 708, 105]
table-cell: 30 [929, 1304, 938, 1314]
table-cell: 3 [929, 1356, 934, 1366]
divider [200, 1077, 369, 1078]
divider [928, 853, 1098, 854]
moon-phases [928, 1254, 1098, 1280]
agent-names: —F. U. Gledhill, Esq [987, 1472, 1061, 1483]
agent-place: Auckland [937, 1449, 970, 1460]
paragraph: The weather for the last three days has been cold and wet, and there has in consequence been very little business doing. [18, 148, 187, 181]
table-cell: 7 25 [951, 1315, 966, 1325]
list-item: Best Ayrshire Bull, over 2 years old. [209, 936, 334, 947]
paragraph: The main argument, and that upon which the Provinces of the Middle Island must principally rely in agitating this question, is that founded on the injustice to which they are subjected in being made to bear the heaviest share of the cost of the settlement of the Native Question, a matter exclusively affecting the Northern Island. It is monstrous that they should be called upon to pay every year large sums for the prosecution of wars or for the maintenance of a peace establishment of soldiery with which they have no concern. It is also a serious grievance that they should have to submit to be governed from a distance and to find their interests perpetually subordinated to those of the Province which happens to be the seat of Government. The list of grievances might be indefinitely prolonged, but we refrain, they are too well known to require recapitulation. Each Province knows where the shoe pinches, and we trust that in each Pro- [18, 1164, 187, 1387]
agents-list [928, 1415, 1098, 1495]
divider [928, 1235, 1098, 1236]
table-header: S. sets. [984, 1282, 1014, 1294]
table-row [928, 1326, 1098, 1336]
table-cell: 4 34 [984, 1294, 1000, 1304]
stock-list [200, 902, 369, 1071]
column-5 [740, 39, 922, 1549]
table-cell: 7 25 [951, 1346, 966, 1356]
paragraph: There is nothing extremely improbable in this story, but, at the same time, former experience justifies us in accepting all such glowing accounts with considerable caution. [18, 1099, 187, 1141]
imprint [928, 1508, 1098, 1541]
table-cell: 3 45 [1082, 1367, 1097, 1377]
agent-place: London [937, 1484, 964, 1495]
table-cell: 7 24 [951, 1294, 966, 1304]
table-cell: 1 38 [1040, 1346, 1056, 1356]
agent-place: Wellington [937, 1437, 974, 1448]
divider [200, 132, 369, 133]
table-row [928, 1357, 1098, 1367]
market-report: At a sale of wool, greasy wools realised 10½d; Fleece 1s 3d to 1s 7d; and second 1s 4d to 2s 1 per pound. Sheepskins 2s 7d each, and 3d to 8¼ per lb. [928, 1003, 1098, 1046]
divider [564, 123, 733, 124]
table-cell: 5 [929, 1377, 934, 1387]
agent-names: —Messrs. Smith, Elder & Co [963, 1484, 1065, 1495]
table-cell: June [929, 1325, 945, 1335]
paragraph: Our total Crown Lands revenue for the past quarter was 18,419l 0s 9d. Out of this sum the expenditure was 26l 5d refund on a rural application, and 8l 6s. 8d. for the Treasurer's salary, leaving a balance of 18,409l 7s 4d to be paid to the Provincial Treasurer. The contributions to the gross total were deposits on application for rural land, 12,754l 5s. 9d.—townlands, 5114l,4—depasturing licenses, 239 16s. 7d—assessment of stock 231 13s. 11d.—fees on transfer of rural certificates, 20l—timber licenses, 40l. [200, 153, 369, 280]
list-item: Class 3. Best 2 Merino Tups. Best Two Merino Ewes. Best Merino Wethers. [200, 1027, 369, 1049]
moon-label: Moon [928, 1262, 949, 1273]
table-cell: 4 33 [984, 1336, 1000, 1346]
list-item: Best Heifer, any breed. Best Two Fat Bullocks. [200, 983, 369, 1004]
section-heading: SOUTHLAND. [246, 138, 323, 150]
table-cell: 12 47 [1036, 1336, 1056, 1346]
run-in-heading: Agricultural Association. [209, 792, 305, 803]
masthead-rule [12, 36, 1104, 37]
